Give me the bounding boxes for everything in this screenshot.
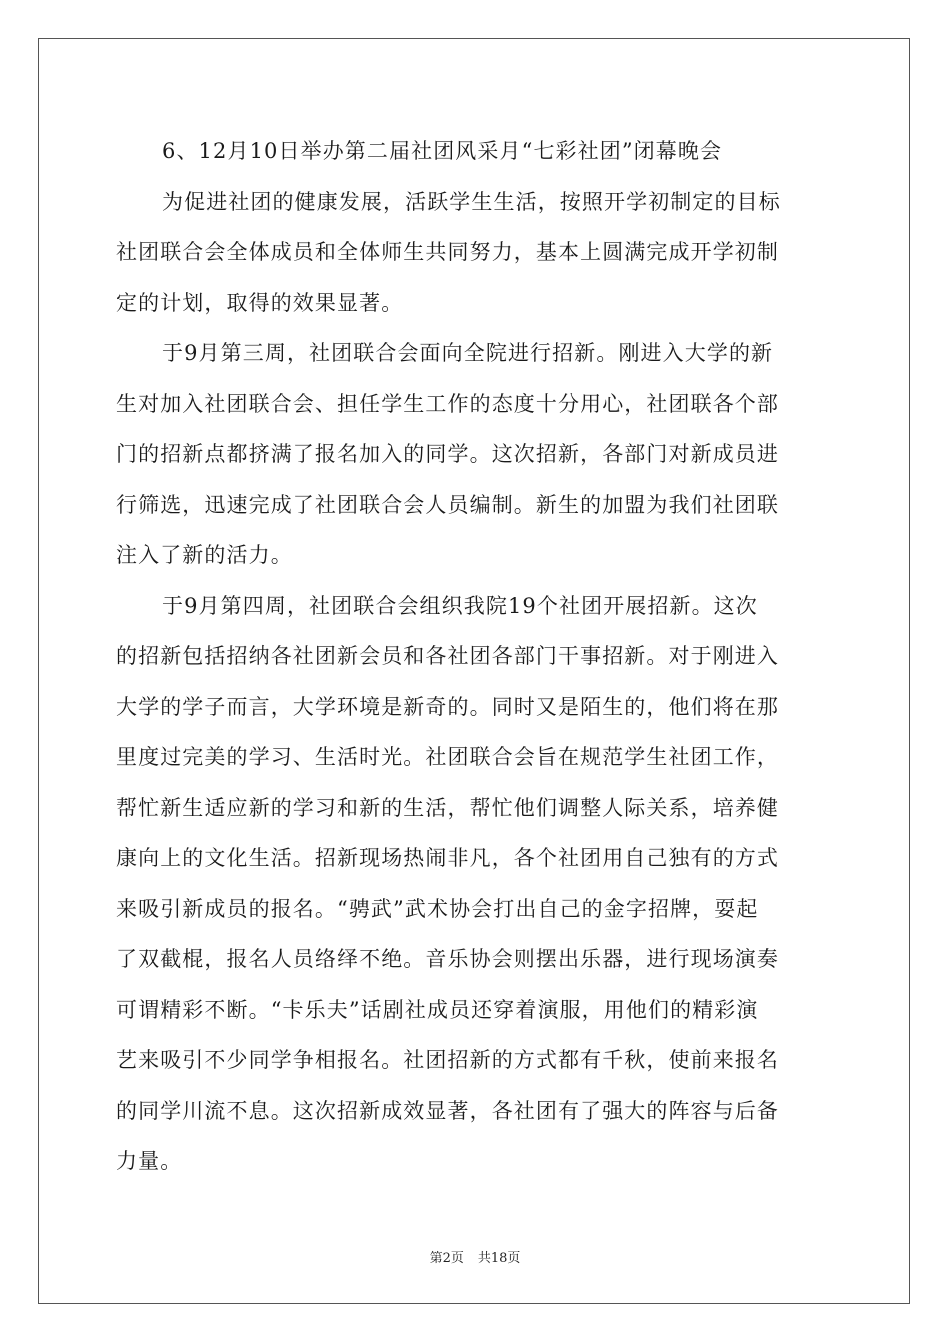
text-line: 定的计划，取得的效果显著。 <box>116 290 404 315</box>
text-line: 的招新包括招纳各社团新会员和各社团各部门干事招新。对于刚进入 <box>116 644 779 668</box>
text-line: 的同学川流不息。这次招新成效显著，各社团有了强大的阵容与后备 <box>116 1098 779 1123</box>
text-line: 大学的学子而言，大学环境是新奇的。同时又是陌生的，他们将在那 <box>116 694 779 719</box>
paragraph <box>116 126 834 177</box>
text-line: 帮忙新生适应新的学习和新的生活，帮忙他们调整人际关系，培养健 <box>116 795 779 820</box>
text-line: 里度过完美的学习、生活时光。社团联合会旨在规范学生社团工作， <box>116 745 779 769</box>
text-line: 注入了新的活力。 <box>116 543 293 567</box>
text-line: 门的招新点都挤满了报名加入的同学。这次招新，各部门对新成员进 <box>116 442 779 466</box>
text-line: 生对加入社团联合会、担任学生工作的态度十分用心，社团联各个部 <box>116 391 779 416</box>
text-line: 社团联合会全体成员和全体师生共同努力，基本上圆满完成开学初制 <box>116 240 779 264</box>
text-line: 可谓精彩不断。“卡乐夫”话剧社成员还穿着演服，用他们的精彩演 <box>116 997 759 1022</box>
paragraph <box>116 581 834 1187</box>
document-body <box>116 126 834 1187</box>
paragraph <box>116 177 834 329</box>
text-line: 康向上的文化生活。招新现场热闹非凡，各个社团用自己独有的方式 <box>116 846 779 870</box>
text-line: 为促进社团的健康发展，活跃学生生活，按照开学初制定的目标 <box>162 189 781 214</box>
text-line: 于9月第四周，社团联合会组织我院19个社团开展招新。这次 <box>162 593 758 618</box>
text-line: 艺来吸引不少同学争相报名。社团招新的方式都有千秋，使前来报名 <box>116 1048 779 1072</box>
page-number: 第2页 <box>429 1251 464 1266</box>
text-line: 于9月第三周，社团联合会面向全院进行招新。刚进入大学的新 <box>162 341 774 365</box>
text-line: 了双截棍，报名人员络绎不绝。音乐协会则摆出乐器，进行现场演奏 <box>116 947 779 971</box>
text-line: 来吸引新成员的报名。“骋武”武术协会打出自己的金字招牌，耍起 <box>116 896 759 921</box>
text-line: 6、12月10日举办第二届社团风采月“七彩社团”闭幕晚会 <box>162 139 723 163</box>
page-total: 共18页 <box>477 1251 521 1266</box>
text-line: 行筛选，迅速完成了社团联合会人员编制。新生的加盟为我们社团联 <box>116 492 779 517</box>
text-line: 力量。 <box>116 1149 183 1173</box>
paragraph <box>116 328 834 581</box>
page-footer <box>0 1247 950 1266</box>
